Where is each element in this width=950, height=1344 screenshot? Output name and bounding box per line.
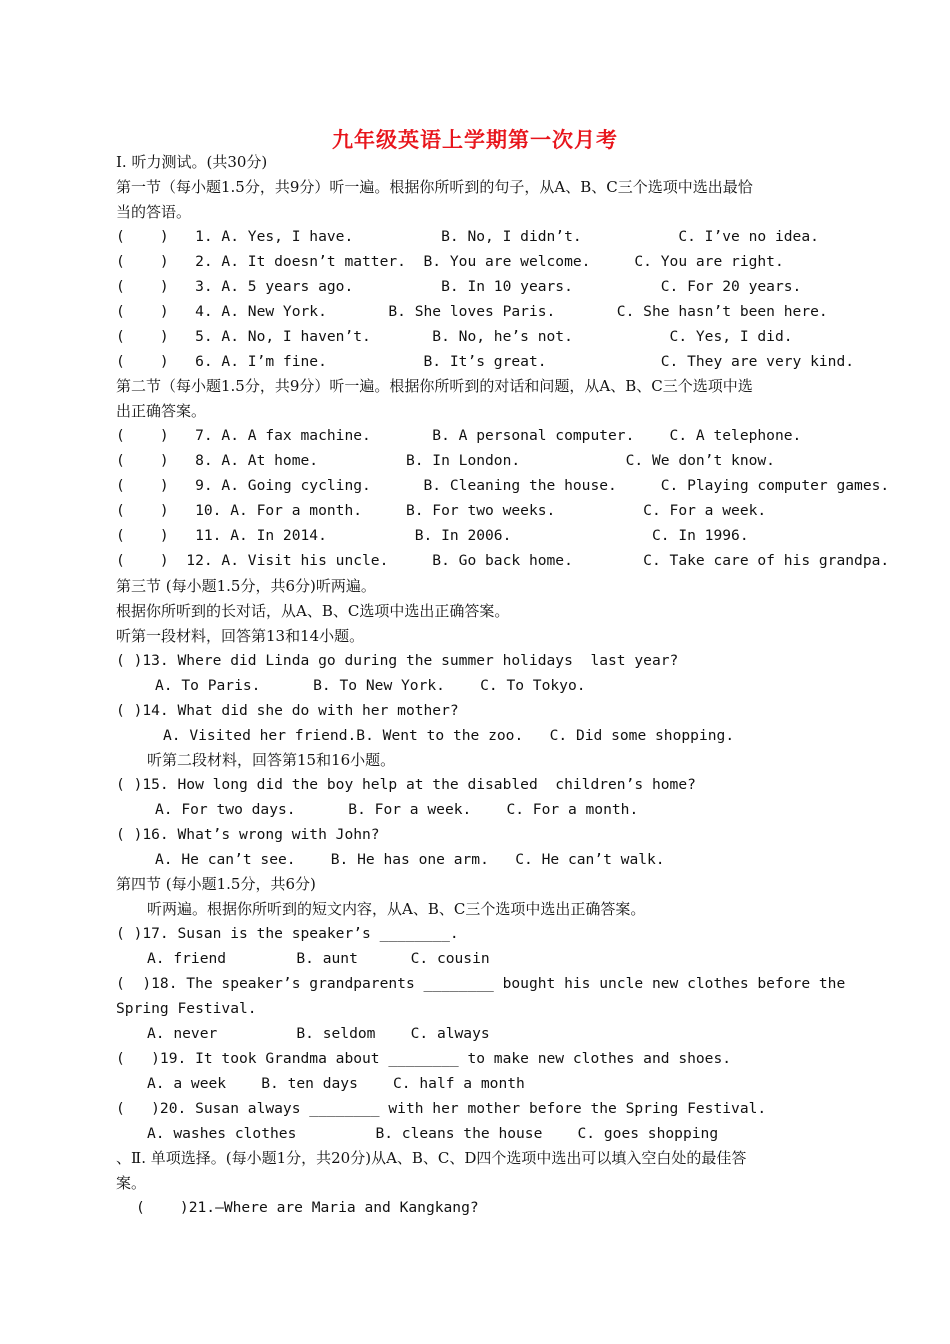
text-line: ( ) 2. A. It doesn’t matter. B. You are welcome. C. You are right. — [116, 253, 784, 270]
exam-title: 九年级英语上学期第一次月考 — [332, 127, 618, 152]
text-line: 第二节（每小题1.5分，共9分）听一遍。根据你所听到的对话和问题，从A、B、C三个选项中选 — [116, 377, 753, 395]
text-line: 、Ⅱ. 单项选择。(每小题1分，共20分)从A、B、C、D四个选项中选出可以填入空白处的最佳答 — [116, 1149, 747, 1167]
text-line: ( )14. What did she do with her mother? — [116, 702, 459, 719]
text-line: A. Visited her friend.B. Went to the zoo. C. Did some shopping. — [163, 727, 735, 744]
text-line: ( ) 5. A. No, I haven’t. B. No, he’s not. C. Yes, I did. — [116, 328, 793, 345]
text-line: 听第一段材料，回答第13和14小题。 — [116, 627, 365, 645]
text-line: ( ) 10. A. For a month. B. For two weeks. C. For a week. — [116, 502, 767, 519]
text-line: ( ) 8. A. At home. B. In London. C. We don’t know. — [116, 452, 775, 469]
text-line: ( )19. It took Grandma about ________ to make new clothes and shoes. — [116, 1050, 732, 1067]
text-line: ( )21.—Where are Maria and Kangkang? — [136, 1199, 479, 1216]
text-line: 听两遍。根据你所听到的短文内容，从A、B、C三个选项中选出正确答案。 — [147, 900, 646, 918]
text-line: 出正确答案。 — [116, 402, 207, 420]
text-line: ( ) 4. A. New York. B. She loves Paris. C. She hasn’t been here. — [116, 303, 828, 320]
text-line: ( ) 1. A. Yes, I have. B. No, I didn’t. C. I’ve no idea. — [116, 228, 819, 245]
text-line: ( )18. The speaker’s grandparents ________ bought his uncle new clothes before the — [116, 975, 846, 992]
text-line: ( ) 7. A. A fax machine. B. A personal computer. C. A telephone. — [116, 427, 802, 444]
text-line: ( )16. What’s wrong with John? — [116, 826, 380, 843]
text-line: 第四节 (每小题1.5分，共6分) — [116, 875, 316, 893]
text-line: 当的答语。 — [116, 203, 192, 221]
text-line: 根据你所听到的长对话，从A、B、C选项中选出正确答案。 — [116, 602, 510, 620]
text-line: ( ) 3. A. 5 years ago. B. In 10 years. C. For 20 years. — [116, 278, 802, 295]
text-line: ( ) 9. A. Going cycling. B. Cleaning the house. C. Playing computer games. — [116, 477, 890, 494]
text-line: A. He can’t see. B. He has one arm. C. He can’t walk. — [155, 851, 665, 868]
text-line: ( ) 11. A. In 2014. B. In 2006. C. In 1996. — [116, 527, 749, 544]
text-line: ( ) 6. A. I’m fine. B. It’s great. C. They are very kind. — [116, 353, 855, 370]
text-line: A. washes clothes B. cleans the house C. goes shopping — [147, 1125, 719, 1142]
text-line: ( )13. Where did Linda go during the summer holidays last year? — [116, 652, 679, 669]
text-line: 听第二段材料，回答第15和16小题。 — [147, 751, 396, 769]
text-line: ( )15. How long did the boy help at the disabled children’s home? — [116, 776, 696, 793]
text-line: 第一节（每小题1.5分，共9分）听一遍。根据你所听到的句子，从A、B、C三个选项中选出最恰 — [116, 178, 753, 196]
text-line: ( ) 12. A. Visit his uncle. B. Go back home. C. Take care of his grandpa. — [116, 552, 890, 569]
text-line: ( )20. Susan always ________ with her mother before the Spring Festival. — [116, 1100, 767, 1117]
text-line: A. never B. seldom C. always — [147, 1025, 490, 1042]
text-line: ( )17. Susan is the speaker’s ________. — [116, 925, 459, 942]
text-line: Spring Festival. — [116, 1000, 257, 1017]
text-line: A. For two days. B. For a week. C. For a month. — [155, 801, 639, 818]
text-line: A. a week B. ten days C. half a month — [147, 1075, 525, 1092]
text-line: 第三节 (每小题1.5分，共6分)听两遍。 — [116, 577, 376, 595]
text-line: A. friend B. aunt C. cousin — [147, 950, 490, 967]
text-line: A. To Paris. B. To New York. C. To Tokyo. — [155, 677, 586, 694]
text-line: 案。 — [116, 1174, 147, 1192]
text-line: Ⅰ. 听力测试。(共30分) — [116, 153, 268, 171]
